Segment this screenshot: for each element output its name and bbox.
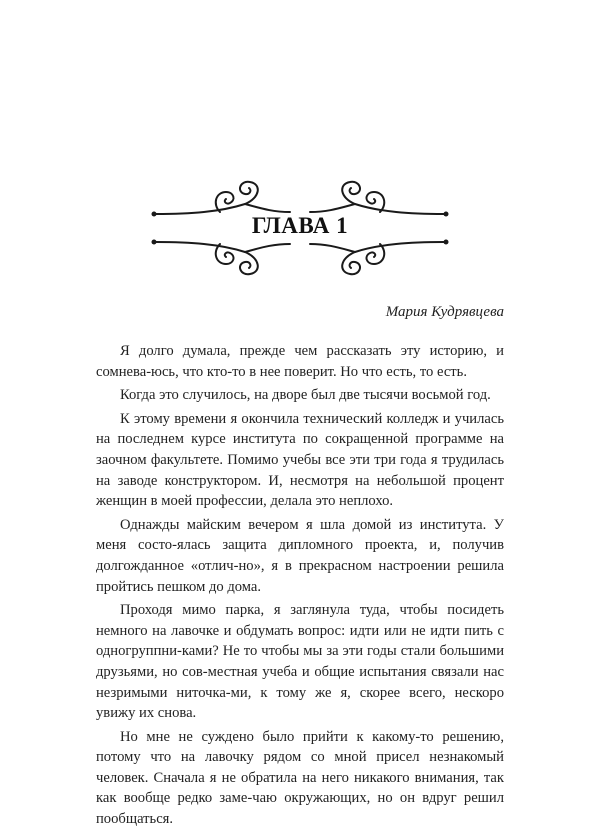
chapter-body bbox=[96, 341, 504, 833]
ornament-top-left-arc bbox=[245, 204, 290, 212]
ornament-scroll-top-left bbox=[156, 182, 258, 214]
ornament-dot-bottom-right bbox=[444, 240, 449, 245]
ornament-bottom-left-arc bbox=[245, 244, 290, 252]
paragraph-6: Но мне не суждено было прийти к какому-то решению, потому что на лавочку рядом со мной присел незнакомый человек. Сначала я не обратила на него никакого внимания, так как вообще редко заме-чаю окружающих, но он вдруг решил пообщаться. bbox=[96, 728, 504, 828]
paragraph-2: Когда это случилось, на дворе был две тысячи восьмой год. bbox=[120, 387, 491, 404]
epigraph-author: Мария Кудрявцева bbox=[385, 304, 504, 320]
ornament-dot-bottom-left bbox=[152, 240, 157, 245]
ornament-scroll-top-right bbox=[342, 182, 444, 214]
chapter-title: ГЛАВА 1 bbox=[251, 213, 349, 238]
paragraph-3: К этому времени я окончила технический колледж и училась на последнем курсе института по сокращенной программе на заочном факультете. Помимо учебы все эти три года я трудилась на заводе конструктором. И, несмотря на небольшой процент женщин в моей профессии, делала это неплохо. bbox=[96, 410, 504, 510]
ornament-top-right-arc bbox=[310, 204, 355, 212]
paragraph-1: Я долго думала, прежде чем рассказать эту историю, и сомнева-юсь, что кто-то в нее поверит. Но что есть, то есть. bbox=[96, 343, 504, 380]
paragraph-5: Проходя мимо парка, я заглянула туда, чтобы посидеть немного на лавочке и обдумать вопрос: идти или не идти пить с одногруппни-ками? Не то чтобы мы за эти годы стали большими друзьями, но сов-местная учеба и общие испытания связали нас незримыми ниточка-ми, к тому же я, скорее всего, нескоро увижу их снова. bbox=[96, 602, 504, 722]
ornament-scroll-bottom-left bbox=[156, 242, 258, 274]
ornament-scroll-bottom-right bbox=[342, 242, 444, 274]
paragraph-4: Однажды майским вечером я шла домой из института. У меня состо-ялась защита дипломного проекта, и, получив долгожданное «отлич-но», я в прекрасном настроении решила пройтись пешком до дома. bbox=[96, 516, 504, 595]
ornament-bottom-right-arc bbox=[310, 244, 355, 252]
